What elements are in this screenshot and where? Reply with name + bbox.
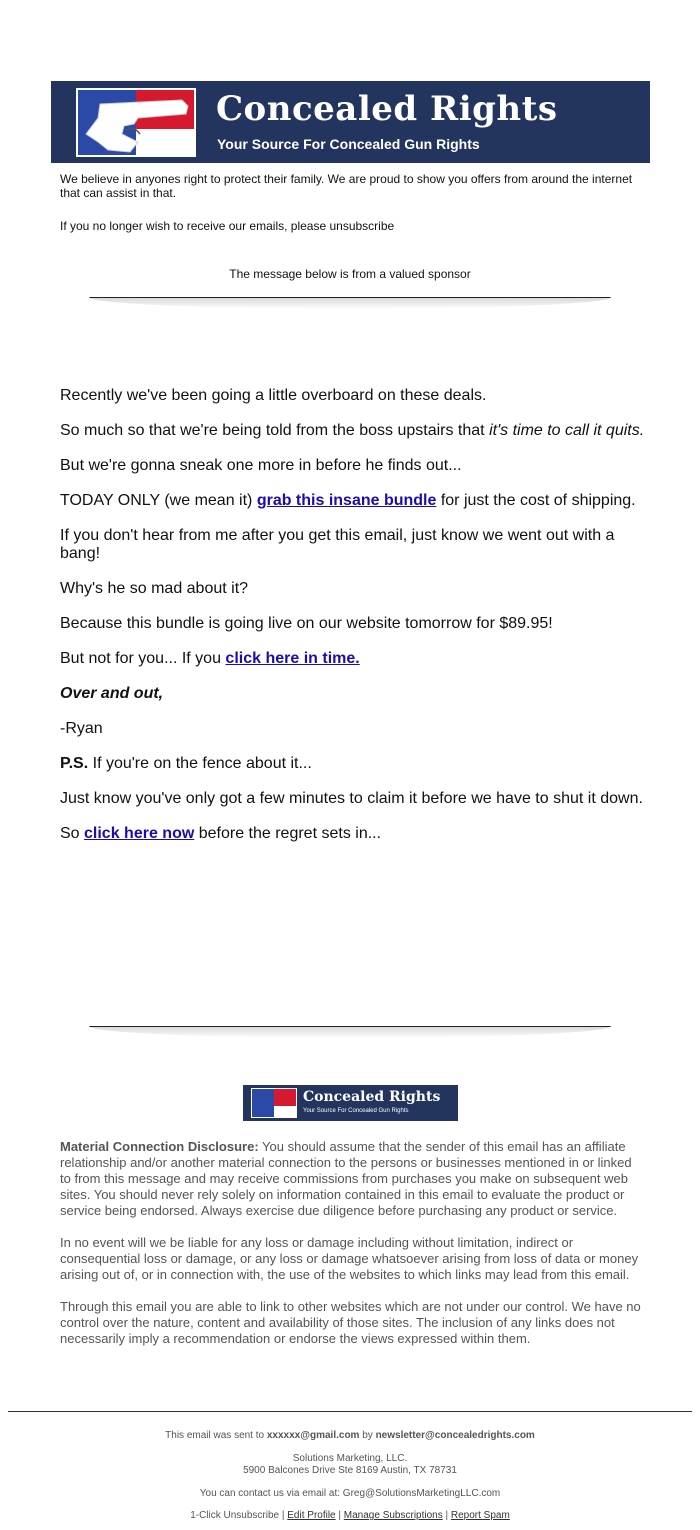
signoff: Over and out, bbox=[60, 685, 164, 702]
pistol-icon bbox=[78, 90, 196, 157]
bundle-link[interactable]: grab this insane bundle bbox=[256, 492, 437, 509]
disclosure-paragraph: In no event will we be liable for any loss or damage including without limitation, indirect or consequential loss or damage, or any loss or damage whatsoever arising from loss of data or money arising out of, or in connection with, the use of the websites to which links may lead from this email. bbox=[60, 1235, 639, 1282]
message-paragraph: Because this bundle is going live on our website tomorrow for $89.95! bbox=[60, 615, 553, 632]
click-in-time-link[interactable]: click here in time. bbox=[225, 650, 360, 667]
recipient-email: xxxxxx@gmail.com bbox=[266, 1430, 360, 1441]
unsubscribe-text: If you no longer wish to receive our emails, please bbox=[60, 219, 327, 233]
company-address: 5900 Balcones Drive Ste 8169 Austin, TX 78731 bbox=[243, 1465, 457, 1476]
footer-logo-tagline: Your Source For Concealed Gun Rights bbox=[303, 1108, 409, 1114]
message-paragraph: Just know you've only got a few minutes to claim it before we have to shut it down. bbox=[60, 790, 643, 807]
sender-email: newsletter@concealedrights.com bbox=[375, 1430, 535, 1441]
edit-profile-link[interactable]: Edit Profile bbox=[287, 1510, 336, 1521]
sent-to-line: This email was sent to xxxxxx@gmail.com by newsletter@concealedrights.com bbox=[165, 1430, 535, 1441]
brand-title: Concealed Rights bbox=[216, 89, 558, 129]
click-here-now-link[interactable]: click here now bbox=[84, 825, 195, 842]
sponsor-message bbox=[60, 387, 645, 860]
footer-logo-mark bbox=[251, 1088, 297, 1118]
report-spam-link[interactable]: Report Spam bbox=[450, 1510, 510, 1521]
message-paragraph: TODAY ONLY (we mean it) grab this insane bundle for just the cost of shipping. bbox=[60, 492, 636, 509]
manage-subscriptions-link[interactable]: Manage Subscriptions bbox=[343, 1510, 443, 1521]
company-name: Solutions Marketing, LLC. bbox=[292, 1453, 408, 1464]
message-paragraph: But not for you... If you click here in time. bbox=[60, 650, 360, 667]
disclosure-paragraph: Material Connection Disclosure: You should assume that the sender of this email has an affiliate relationship and/or another material connection to the persons or businesses mentioned in or linked to from this message and may receive commissions from purchases you make on subsequent web sites. You should never rely solely on information contained in this email to evaluate the product or service being endorsed. Always exercise due diligence before purchasing any product or service. bbox=[60, 1139, 632, 1218]
top-divider bbox=[89, 297, 611, 309]
one-click-unsubscribe[interactable]: 1-Click Unsubscribe bbox=[190, 1510, 280, 1521]
footer-rule bbox=[8, 1411, 692, 1412]
bottom-divider bbox=[89, 1026, 611, 1038]
footer-logo-title: Concealed Rights bbox=[303, 1089, 441, 1105]
postscript: P.S. If you're on the fence about it... bbox=[60, 755, 312, 772]
sponsor-note: The message below is from a valued sponsor bbox=[229, 267, 471, 281]
message-paragraph: So much so that we're being told from the boss upstairs that it's time to call it quits. bbox=[60, 422, 645, 439]
message-paragraph: If you don't hear from me after you get this email, just know we went out with a bang! bbox=[60, 527, 615, 562]
disclosure bbox=[60, 1139, 645, 1363]
disclosure-paragraph: Through this email you are able to link to other websites which are not under our control. We have no control over the nature, content and availability of those sites. The inclusion of any links does not necessarily imply a recommendation or endorse the views expressed within them. bbox=[60, 1299, 641, 1346]
brand-tagline: Your Source For Concealed Gun Rights bbox=[217, 136, 480, 152]
mission-statement: We believe in anyones right to protect their family. We are proud to show you offers from around the internet that can assist in that. bbox=[60, 172, 633, 200]
unsubscribe-link[interactable]: unsubscribe bbox=[329, 219, 395, 233]
message-paragraph: But we're gonna sneak one more in before he finds out... bbox=[60, 457, 462, 474]
footer-logo[interactable] bbox=[243, 1085, 458, 1121]
message-paragraph: Recently we've been going a little overboard on these deals. bbox=[60, 387, 487, 404]
brand-logo bbox=[76, 88, 196, 157]
footer-links: 1-Click Unsubscribe | Edit Profile | Manage Subscriptions | Report Spam bbox=[190, 1510, 510, 1521]
contact-line: You can contact us via email at: Greg@SolutionsMarketingLLC.com bbox=[199, 1488, 501, 1499]
header-banner[interactable] bbox=[51, 81, 650, 163]
signature: -Ryan bbox=[60, 720, 103, 737]
unsubscribe-line bbox=[60, 219, 394, 233]
message-paragraph: Why's he so mad about it? bbox=[60, 580, 249, 597]
message-paragraph: So click here now before the regret sets in... bbox=[60, 825, 382, 842]
